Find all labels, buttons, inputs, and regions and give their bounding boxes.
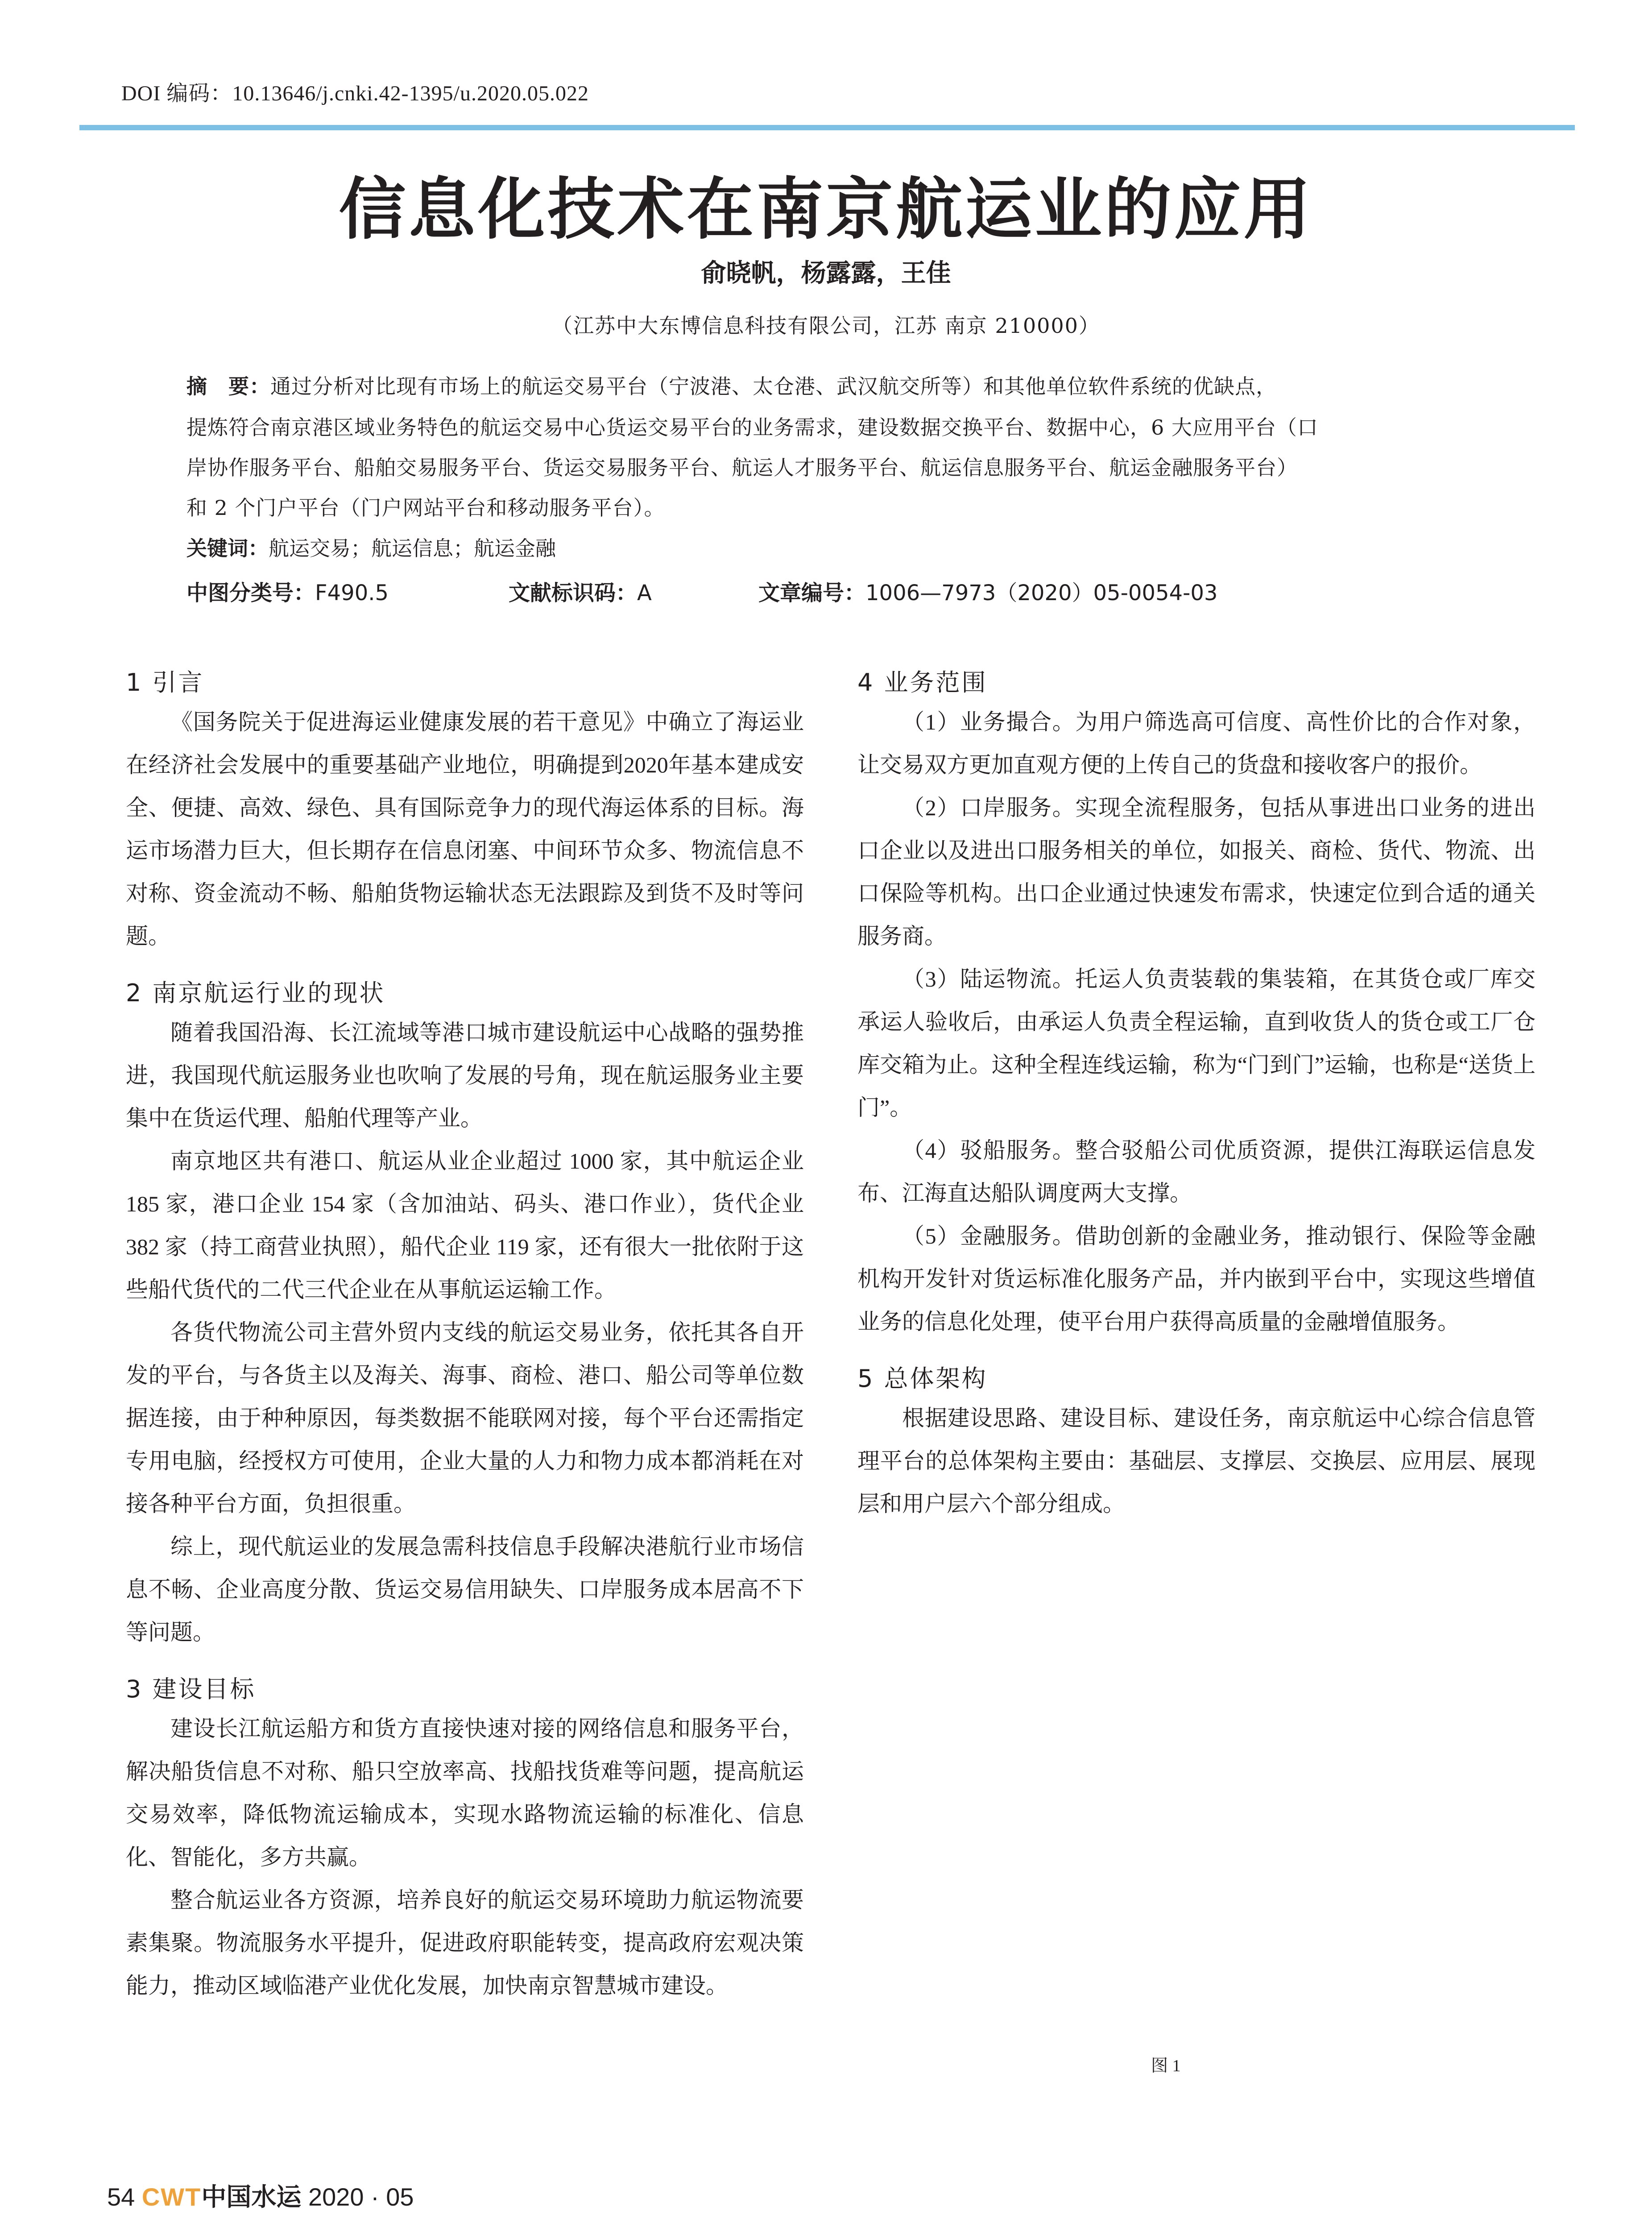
journal-brand-logo: CWT — [141, 2183, 202, 2211]
section-1-heading: 1 引言 — [126, 668, 204, 697]
article-no-value: 1006—7973（2020）05-0054-03 — [865, 581, 1218, 605]
abstract-label: 摘 要： — [186, 374, 270, 398]
doi-line: DOI 编码：10.13646/j.cnki.42-1395/u.2020.05.022 — [121, 82, 589, 105]
keywords-label: 关键词： — [186, 536, 269, 560]
section-2-heading: 2 南京航运行业的现状 — [126, 979, 385, 1007]
article-title: 信息化技术在南京航运业的应用 — [339, 170, 1313, 249]
article-no-label: 文章编号： — [758, 581, 866, 605]
section-4-paragraph: （4）驳船服务。整合驳船公司优质资源，提供江海联运信息发布、江海直达船队调度两大支撑。 — [857, 1138, 1536, 1206]
article-affiliation: （江苏中大东博信息科技有限公司，江苏 南京 210000） — [552, 314, 1100, 338]
abstract-line-4: 和 2 个门户平台（门户网站平台和移动服务平台）。 — [186, 496, 665, 520]
header-rule — [79, 125, 1575, 130]
section-2-paragraph: 随着我国沿海、长江流域等港口城市建设航运中心战略的强势推进，我国现代航运服务业也吹响了发展的号角，现在航运服务业主要集中在货运代理、船舶代理等产业。 — [126, 1020, 804, 1131]
article-number — [758, 576, 1217, 606]
keywords-text: 航运交易；航运信息；航运金融 — [269, 536, 556, 560]
section-3-paragraph: 建设长江航运船方和货方直接快速对接的网络信息和服务平台，解决船货信息不对称、船只空放率高、找船找货难等问题，提高航运交易效率，降低物流运输成本，实现水路物流运输的标准化、信息化、智能化，多方共赢。 — [126, 1716, 804, 1870]
abstract-line-2: 提炼符合南京港区域业务特色的航运交易中心货运交易平台的业务需求，建设数据交换平台、数据中心，6 大应用平台（口 — [186, 415, 1318, 440]
left-column — [126, 665, 804, 2007]
section-4-paragraph: （2）口岸服务。实现全流程服务，包括从事进出口业务的进出口企业以及进出口服务相关的单位，如报关、商检、货代、物流、出口保险等机构。出口企业通过快速发布需求，快速定位到合适的通关服务商。 — [857, 795, 1536, 949]
journal-issue: 2020 · 05 — [308, 2183, 414, 2211]
section-2-paragraph: 综上，现代航运业的发展急需科技信息手段解决港航行业市场信息不畅、企业高度分散、货运交易信用缺失、口岸服务成本居高不下等问题。 — [126, 1534, 804, 1645]
figure-caption: 图 1 — [1151, 2057, 1181, 2075]
section-5-heading: 5 总体架构 — [857, 1364, 988, 1393]
doc-code-label: 文献标识码： — [509, 581, 638, 605]
section-1-paragraph: 《国务院关于促进海运业健康发展的若干意见》中确立了海运业在经济社会发展中的重要基础产业地位，明确提到2020年基本建成安全、便捷、高效、绿色、具有国际竞争力的现代海运体系的目标。海运市场潜力巨大，但长期存在信息闭塞、中间环节众多、物流信息不对称、资金流动不畅、船舶货物运输状态无法跟踪及到货不及时等问题。 — [126, 709, 804, 949]
section-4-paragraph: （1）业务撮合。为用户筛选高可信度、高性价比的合作对象，让交易双方更加直观方便的上传自己的货盘和接收客户的报价。 — [857, 709, 1536, 777]
abstract-line-3: 岸协作服务平台、船舶交易服务平台、货运交易服务平台、航运人才服务平台、航运信息服务平台、航运金融服务平台） — [186, 456, 1298, 480]
section-2-paragraph: 南京地区共有港口、航运从业企业超过 1000 家，其中航运企业 185 家，港口企业 154 家（含加油站、码头、港口作业），货代企业 382 家（持工商营业执照），船代企业 119 家，还有很大一批依附于这些船代货代的二代三代企业在从事航运运输工作。 — [126, 1149, 804, 1302]
abstract-line-1 — [186, 370, 1277, 400]
section-3-paragraph: 整合航运业各方资源，培养良好的航运交易环境助力航运物流要素集聚。物流服务水平提升，促进政府职能转变，提高政府宏观决策能力，推动区域临港产业优化发展，加快南京智慧城市建设。 — [126, 1887, 804, 1998]
journal-name: 中国水运 — [201, 2182, 302, 2212]
document-code — [509, 576, 652, 606]
abstract-text: 通过分析对比现有市场上的航运交易平台（宁波港、太仓港、武汉航交所等）和其他单位软件系统的优缺点， — [270, 374, 1277, 398]
page-footer — [107, 2177, 414, 2213]
section-2-paragraph: 各货代物流公司主营外贸内支线的航运交易业务，依托其各自开发的平台，与各货主以及海关、海事、商检、港口、船公司等单位数据连接，由于种种原因，每类数据不能联网对接，每个平台还需指定专用电脑，经授权方可使用，企业大量的人力和物力成本都消耗在对接各种平台方面，负担很重。 — [126, 1320, 804, 1516]
doc-code-value: A — [637, 581, 652, 605]
section-4-heading: 4 业务范围 — [857, 668, 988, 697]
clc-value: F490.5 — [315, 581, 389, 605]
section-4-paragraph: （5）金融服务。借助创新的金融业务，推动银行、保险等金融机构开发针对货运标准化服务产品，并内嵌到平台中，实现这些增值业务的信息化处理，使平台用户获得高质量的金融增值服务。 — [857, 1223, 1536, 1334]
article-authors: 俞晓帆，杨露露，王佳 — [701, 259, 951, 288]
right-column — [857, 665, 1536, 1525]
clc-number — [186, 576, 389, 606]
keywords — [186, 532, 556, 562]
section-4-paragraph: （3）陆运物流。托运人负责装载的集装箱，在其货仓或厂库交承运人验收后，由承运人负责全程运输，直到收货人的货仓或工厂仓库交箱为止。这种全程连线运输，称为“门到门”运输，也称是“送货上门”。 — [857, 966, 1536, 1120]
clc-label: 中图分类号： — [186, 581, 315, 605]
section-3-heading: 3 建设目标 — [126, 1675, 256, 1703]
page-number: 54 — [107, 2183, 135, 2211]
section-5-paragraph: 根据建设思路、建设目标、建设任务，南京航运中心综合信息管理平台的总体架构主要由：基础层、支撑层、交换层、应用层、展现层和用户层六个部分组成。 — [857, 1406, 1536, 1516]
